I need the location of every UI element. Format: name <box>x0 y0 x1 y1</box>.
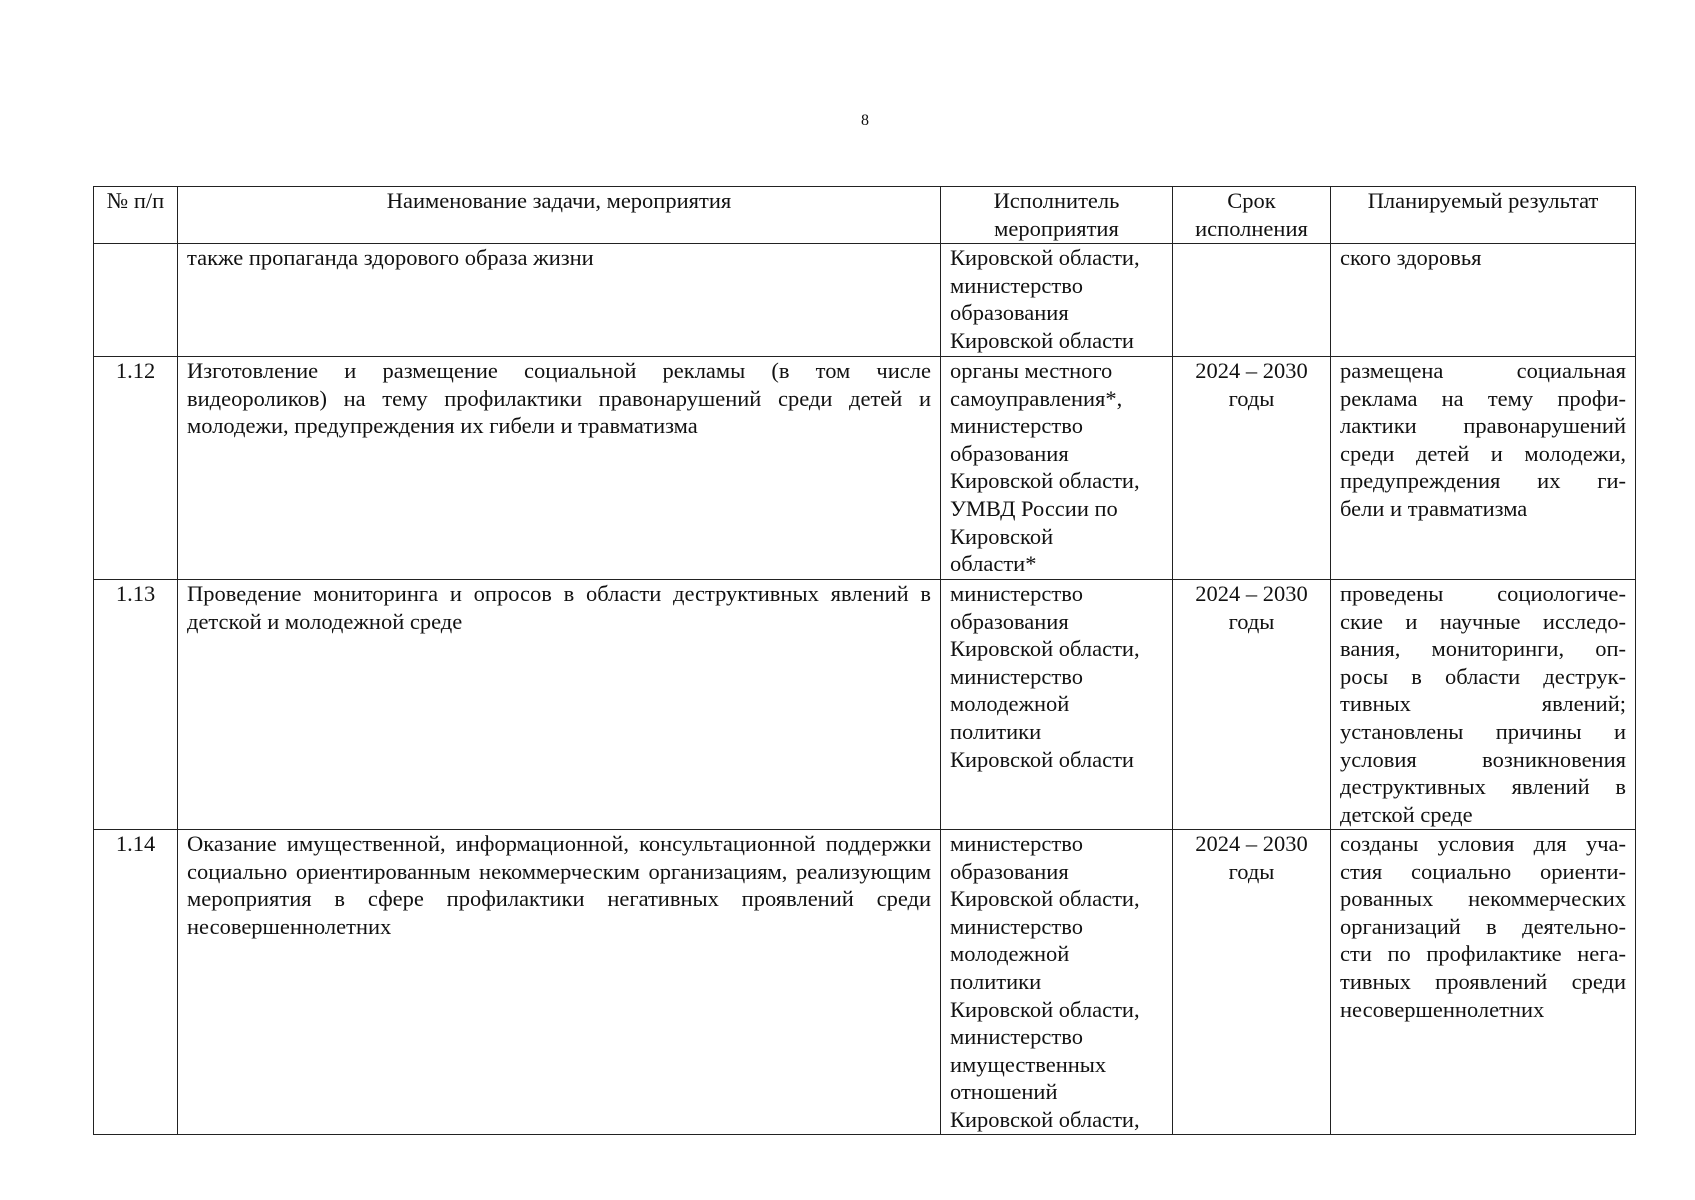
result-line: вания, мониторинги, оп- <box>1340 636 1626 662</box>
table-row <box>94 830 1636 1135</box>
result-line: несовершеннолетних <box>1340 996 1545 1022</box>
table-row <box>94 580 1636 830</box>
table-row <box>94 244 1636 357</box>
term: 2024 – 2030 годы <box>1173 580 1331 830</box>
executor-line: отношений <box>950 1079 1058 1105</box>
result-line: лактики правонарушений <box>1340 413 1626 439</box>
executor <box>941 244 1173 357</box>
task-name: Оказание имущественной, информационной, консультационной поддержки социально ориентированным некоммерческим организациям, реализующим мероприятия в сфере профилактики негативных проявлений среди несовершеннолетних <box>178 830 941 1135</box>
result-line: созданы условия для уча- <box>1340 831 1626 856</box>
task-name: также пропаганда здорового образа жизни <box>178 244 941 357</box>
result-line: среди детей и молодежи, <box>1340 440 1626 466</box>
table-header-row <box>94 187 1636 244</box>
result-line: ские и научные исследо- <box>1340 608 1626 634</box>
executor-line: министерство <box>950 831 1083 856</box>
result-line: организаций в деятельно- <box>1340 913 1626 939</box>
executor-line: министерство <box>950 272 1083 298</box>
result-line: реклама на тему профи- <box>1340 385 1626 411</box>
result-line: детской среде <box>1340 801 1473 827</box>
executor-line: министерство <box>950 1024 1083 1050</box>
result-line: рованных некоммерческих <box>1340 886 1626 912</box>
term: 2024 – 2030 годы <box>1173 357 1331 580</box>
executor-line: Кировской области, <box>950 468 1140 494</box>
executor-line: имущественных <box>950 1051 1107 1077</box>
executor-line: Кировской области, <box>950 886 1140 912</box>
executor-line: политики <box>950 968 1042 994</box>
result-line: предупреждения их ги- <box>1340 468 1626 494</box>
executor-line: Кировской области <box>950 746 1134 772</box>
executor-line: министерство <box>950 413 1083 439</box>
result-line: проведены социологиче- <box>1340 581 1626 606</box>
term <box>1173 244 1331 357</box>
planned-result <box>1331 244 1636 357</box>
executor <box>941 357 1173 580</box>
row-number: 1.14 <box>94 830 178 1135</box>
task-name: Изготовление и размещение социальной рекламы (в том числе видеороликов) на тему профилактики правонарушений среди детей и молодежи, предупреждения их гибели и травматизма <box>178 357 941 580</box>
executor-line: министерство <box>950 581 1083 606</box>
row-number: 1.12 <box>94 357 178 580</box>
executor-line: молодежной <box>950 941 1070 967</box>
executor-line: Кировской области, <box>950 1106 1140 1132</box>
task-name: Проведение мониторинга и опросов в области деструктивных явлений в детской и молодежной среде <box>178 580 941 830</box>
header-executor: Исполнитель мероприятия <box>941 187 1173 244</box>
result-line: сти по профилактике нега- <box>1340 941 1626 967</box>
planned-result <box>1331 580 1636 830</box>
planned-result <box>1331 830 1636 1135</box>
executor-line: образования <box>950 608 1069 634</box>
row-number: 1.13 <box>94 580 178 830</box>
result-line: размещена социальная <box>1340 358 1626 383</box>
executor-line: Кировской области, <box>950 636 1140 662</box>
executor-line: органы местного <box>950 358 1113 383</box>
page-number: 8 <box>861 112 869 129</box>
executor <box>941 830 1173 1135</box>
executor-line: УМВД России по <box>950 495 1118 521</box>
result-line: росы в области деструк- <box>1340 663 1626 689</box>
header-term: Срок исполнения <box>1173 187 1331 244</box>
result-line: условия возникновения <box>1340 746 1626 772</box>
table-body <box>94 244 1636 1135</box>
executor-line: образования <box>950 300 1069 326</box>
term: 2024 – 2030 годы <box>1173 830 1331 1135</box>
result-line: ского здоровья <box>1340 245 1482 270</box>
result-line: стия социально ориенти- <box>1340 858 1626 884</box>
row-number <box>94 244 178 357</box>
executor-line: Кировской области, <box>950 996 1140 1022</box>
executor-line: министерство <box>950 913 1083 939</box>
executor-line: области* <box>950 551 1037 577</box>
executor <box>941 580 1173 830</box>
header-name: Наименование задачи, мероприятия <box>178 187 941 244</box>
measures-table <box>93 186 1636 1135</box>
result-line: установлены причины и <box>1340 718 1626 744</box>
executor-line: Кировской области <box>950 327 1134 353</box>
executor-line: Кировской области, <box>950 245 1140 270</box>
result-line: бели и травматизма <box>1340 495 1528 521</box>
executor-line: Кировской <box>950 523 1054 549</box>
executor-line: образования <box>950 440 1069 466</box>
table-row <box>94 357 1636 580</box>
result-line: тивных проявлений среди <box>1340 968 1626 994</box>
header-result: Планируемый результат <box>1331 187 1636 244</box>
executor-line: образования <box>950 858 1069 884</box>
executor-line: самоуправления*, <box>950 385 1123 411</box>
header-num: № п/п <box>94 187 178 244</box>
result-line: деструктивных явлений в <box>1340 774 1626 800</box>
planned-result <box>1331 357 1636 580</box>
executor-line: политики <box>950 718 1042 744</box>
executor-line: министерство <box>950 663 1083 689</box>
result-line: тивных явлений; <box>1340 691 1626 717</box>
executor-line: молодежной <box>950 691 1070 717</box>
